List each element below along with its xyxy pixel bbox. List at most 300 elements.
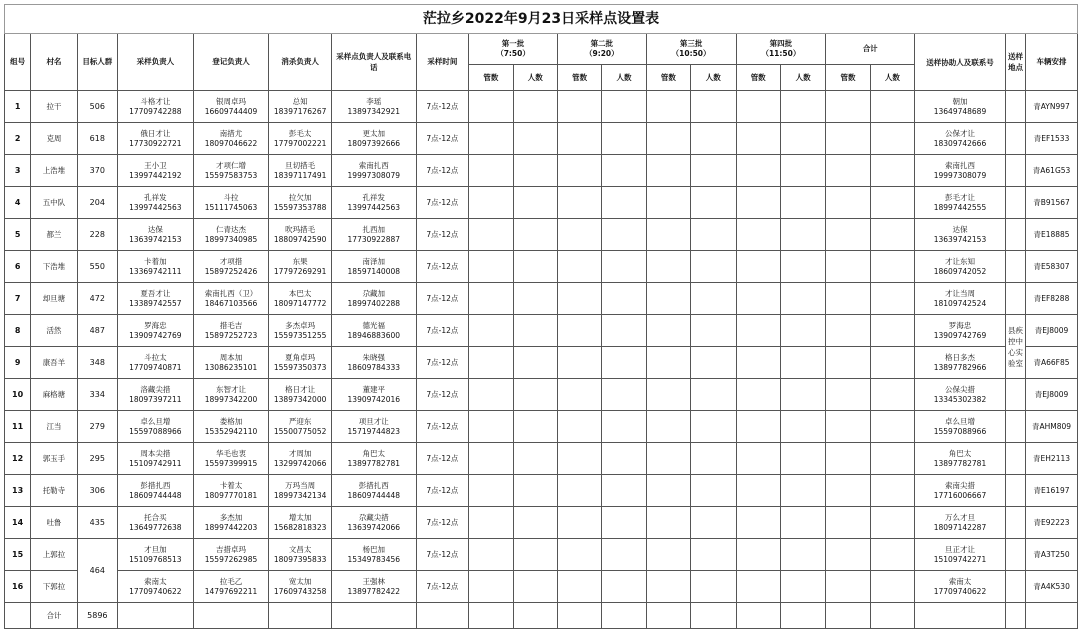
sampling-time: 7点-12点 (416, 155, 468, 187)
table-row (5, 91, 1078, 123)
empty-cell (1005, 603, 1025, 629)
count-cell (870, 219, 914, 251)
transfer-phone: 15597088966 (933, 426, 987, 436)
village-name: 克周 (31, 123, 77, 155)
count-cell (736, 123, 780, 155)
site-contact-phone: 15349783456 (347, 554, 401, 564)
count-cell (557, 283, 601, 315)
transfer-phone: 13345302382 (933, 394, 987, 404)
sampling-time: 7点-12点 (416, 475, 468, 507)
count-cell (780, 251, 825, 283)
village-name: 上郭拉 (31, 539, 77, 571)
count-cell (557, 507, 601, 539)
group-number: 8 (5, 315, 31, 347)
group-number: 1 (5, 91, 31, 123)
empty-cell (557, 603, 601, 629)
header-batch1 (469, 34, 558, 65)
site-contact-name: 王强林 (362, 576, 386, 586)
site-contact-cell (331, 347, 416, 379)
site-contact-phone: 13897782422 (347, 586, 401, 596)
target-count: 348 (77, 347, 117, 379)
tubes-header: 管数 (646, 65, 690, 91)
group-number: 2 (5, 123, 31, 155)
count-cell (780, 91, 825, 123)
count-cell (469, 91, 513, 123)
registrar-cell (193, 219, 269, 251)
site-contact-phone: 18597140008 (347, 266, 401, 276)
count-cell (780, 411, 825, 443)
registrar-name: 多杰加 (219, 512, 243, 522)
registrar-name: 银周卓玛 (216, 96, 246, 106)
sampler-phone: 13649772638 (129, 522, 182, 532)
transfer-phone: 13897782781 (933, 458, 987, 468)
site-contact-name: 更太加 (362, 128, 386, 138)
transfer-name: 公保才让 (944, 128, 975, 138)
sampling-time: 7点-12点 (416, 411, 468, 443)
count-cell (469, 571, 513, 603)
count-cell (557, 315, 601, 347)
site-contact-cell (331, 91, 416, 123)
site-contact-cell (331, 475, 416, 507)
count-cell (469, 507, 513, 539)
tubes-header: 管数 (736, 65, 780, 91)
disinfector-name: 东果 (292, 256, 308, 266)
transfer-cell (915, 571, 1006, 603)
sampling-time: 7点-12点 (416, 507, 468, 539)
site-contact-name: 孔祥发 (362, 192, 386, 202)
vehicle-plate: 青E58307 (1026, 251, 1078, 283)
count-cell (602, 379, 646, 411)
sampler-cell (118, 539, 194, 571)
sampler-name: 罗海忠 (144, 320, 167, 330)
group-number: 15 (5, 539, 31, 571)
disinfector-phone: 17797002221 (273, 138, 327, 148)
batch2-time: （9:20） (584, 49, 619, 58)
empty-cell (269, 603, 332, 629)
sampling-time: 7点-12点 (416, 315, 468, 347)
transfer-site-cell (1005, 251, 1025, 283)
header-village: 村名 (31, 34, 77, 91)
sampler-phone: 15109768513 (129, 554, 182, 564)
count-cell (691, 379, 736, 411)
count-cell (646, 219, 690, 251)
registrar-phone: 15597399915 (204, 458, 258, 468)
count-cell (513, 123, 557, 155)
site-contact-name: 项旦才让 (358, 416, 389, 426)
sampler-phone: 13369742111 (129, 266, 182, 276)
transfer-phone: 18109742524 (933, 298, 987, 308)
sampler-name: 周本尖措 (140, 448, 171, 458)
disinfector-phone: 15597350373 (273, 362, 327, 372)
count-cell (691, 539, 736, 571)
sampler-cell (118, 507, 194, 539)
disinfector-phone: 13299742066 (273, 458, 327, 468)
count-cell (469, 251, 513, 283)
site-contact-name: 尕藏尖措 (358, 512, 389, 522)
site-contact-name: 董建平 (362, 384, 386, 394)
empty-cell (469, 603, 513, 629)
sampler-phone: 15109742911 (129, 458, 182, 468)
count-cell (780, 283, 825, 315)
count-cell (602, 443, 646, 475)
registrar-name: 周本加 (219, 352, 243, 362)
village-name: 托勒寺 (31, 475, 77, 507)
target-count: 487 (77, 315, 117, 347)
count-cell (513, 219, 557, 251)
count-cell (691, 315, 736, 347)
site-contact-cell (331, 283, 416, 315)
count-cell (870, 123, 914, 155)
count-cell (780, 475, 825, 507)
site-contact-name: 彭措扎西 (358, 480, 389, 490)
people-header: 人数 (602, 65, 646, 91)
count-cell (691, 347, 736, 379)
count-cell (736, 91, 780, 123)
sampler-name: 斗拉太 (144, 352, 167, 362)
count-cell (469, 283, 513, 315)
count-cell (691, 187, 736, 219)
count-cell (736, 187, 780, 219)
vehicle-plate: 青AYN997 (1026, 91, 1078, 123)
disinfector-cell (269, 347, 332, 379)
village-name: 吐鲁 (31, 507, 77, 539)
site-contact-phone: 18997402288 (347, 298, 401, 308)
transfer-name: 旦正才让 (944, 544, 975, 554)
disinfector-cell (269, 219, 332, 251)
sampling-time: 7点-12点 (416, 539, 468, 571)
table-row (5, 443, 1078, 475)
count-cell (691, 443, 736, 475)
disinfector-name: 严迎东 (288, 416, 312, 426)
transfer-cell (915, 379, 1006, 411)
sampling-time: 7点-12点 (416, 251, 468, 283)
empty-cell (915, 603, 1006, 629)
count-cell (646, 315, 690, 347)
registrar-phone: 18997442203 (204, 522, 258, 532)
sampler-name: 王小卫 (144, 160, 167, 170)
batch1-label: 第一批 (501, 39, 525, 48)
village-name: 却旦塘 (31, 283, 77, 315)
count-cell (736, 539, 780, 571)
count-cell (513, 475, 557, 507)
count-cell (691, 411, 736, 443)
group-number: 12 (5, 443, 31, 475)
count-cell (646, 187, 690, 219)
village-name: 下郭拉 (31, 571, 77, 603)
total-row (5, 603, 1078, 629)
registrar-cell (193, 379, 269, 411)
sampler-cell (118, 347, 194, 379)
sampler-name: 俄日才让 (140, 128, 171, 138)
transfer-phone: 13649748689 (933, 106, 987, 116)
vehicle-plate: 青A3T250 (1026, 539, 1078, 571)
transfer-name: 角巴太 (948, 448, 972, 458)
site-contact-phone: 15719744823 (347, 426, 401, 436)
count-cell (691, 507, 736, 539)
count-cell (736, 411, 780, 443)
disinfector-phone: 15682818323 (273, 522, 327, 532)
village-name: 活然 (31, 315, 77, 347)
vehicle-plate: 青EH2113 (1026, 443, 1078, 475)
vehicle-plate: 青A66F85 (1026, 347, 1078, 379)
site-contact-cell (331, 379, 416, 411)
count-cell (469, 539, 513, 571)
count-cell (602, 475, 646, 507)
disinfector-name: 总知 (292, 96, 308, 106)
registrar-cell (193, 443, 269, 475)
registrar-phone: 15597262985 (204, 554, 258, 564)
count-cell (826, 155, 870, 187)
count-cell (513, 155, 557, 187)
empty-cell (1026, 603, 1078, 629)
disinfector-cell (269, 539, 332, 571)
site-contact-cell (331, 571, 416, 603)
count-cell (602, 219, 646, 251)
batch4-label: 第四批 (769, 39, 793, 48)
transfer-cell (915, 283, 1006, 315)
transfer-name: 卓么旦增 (944, 416, 975, 426)
disinfector-phone: 18097395833 (273, 554, 327, 564)
group-number: 5 (5, 219, 31, 251)
transfer-name: 才让东知 (944, 256, 975, 266)
count-cell (736, 571, 780, 603)
count-cell (736, 443, 780, 475)
sampler-name: 索南太 (144, 576, 167, 586)
count-cell (691, 571, 736, 603)
registrar-cell (193, 251, 269, 283)
vehicle-plate: 青EF8288 (1026, 283, 1078, 315)
disinfector-phone: 18997342134 (273, 490, 327, 500)
transfer-cell (915, 315, 1006, 347)
transfer-site-cell (1005, 187, 1025, 219)
transfer-site-cell (1005, 571, 1025, 603)
target-count: 228 (77, 219, 117, 251)
group-number: 6 (5, 251, 31, 283)
transfer-site-cell (1005, 411, 1025, 443)
header-target: 目标人群 (77, 34, 117, 91)
village-name: 江当 (31, 411, 77, 443)
disinfector-cell (269, 443, 332, 475)
total-value: 5896 (77, 603, 117, 629)
sampler-name: 达保 (147, 224, 163, 234)
site-contact-phone: 18946883600 (347, 330, 401, 340)
count-cell (646, 347, 690, 379)
total-label: 合计 (31, 603, 77, 629)
registrar-phone: 13086235101 (204, 362, 258, 372)
transfer-name: 索南扎西 (944, 160, 975, 170)
transfer-cell (915, 507, 1006, 539)
site-contact-phone: 18609744448 (347, 490, 401, 500)
count-cell (826, 443, 870, 475)
count-cell (870, 411, 914, 443)
transfer-name: 索南太 (948, 576, 972, 586)
disinfector-phone: 17797269291 (273, 266, 327, 276)
count-cell (826, 315, 870, 347)
registrar-cell (193, 475, 269, 507)
transfer-cell (915, 91, 1006, 123)
registrar-name: 才项仁增 (216, 160, 246, 170)
header-total: 合计 (826, 34, 915, 65)
count-cell (602, 187, 646, 219)
transfer-cell (915, 411, 1006, 443)
table-row (5, 507, 1078, 539)
registrar-cell (193, 283, 269, 315)
empty-cell (513, 603, 557, 629)
table-row (5, 219, 1078, 251)
sampler-cell (118, 91, 194, 123)
count-cell (557, 91, 601, 123)
disinfector-name: 旦切措毛 (285, 160, 316, 170)
registrar-cell (193, 347, 269, 379)
count-cell (602, 315, 646, 347)
sampler-cell (118, 251, 194, 283)
site-contact-phone: 18609784333 (347, 362, 401, 372)
header-site-contact: 采样点负责人及联系电话 (331, 34, 416, 91)
count-cell (826, 187, 870, 219)
transfer-cell (915, 219, 1006, 251)
transfer-site-cell (1005, 283, 1025, 315)
count-cell (646, 283, 690, 315)
disinfector-name: 拉欠加 (288, 192, 312, 202)
count-cell (780, 443, 825, 475)
count-cell (469, 123, 513, 155)
transfer-site-cell (1005, 443, 1025, 475)
count-cell (826, 283, 870, 315)
header-batch2 (557, 34, 646, 65)
disinfector-name: 彭毛太 (288, 128, 312, 138)
registrar-cell (193, 123, 269, 155)
sampler-phone: 13997442192 (129, 170, 182, 180)
site-contact-phone: 18097392666 (347, 138, 401, 148)
count-cell (826, 475, 870, 507)
vehicle-plate: 青A4K530 (1026, 571, 1078, 603)
transfer-cell (915, 155, 1006, 187)
total-blank (5, 603, 31, 629)
registrar-phone: 15111745063 (204, 202, 258, 212)
count-cell (780, 155, 825, 187)
table-row (5, 123, 1078, 155)
sampler-phone: 15597088966 (129, 426, 182, 436)
sampler-phone: 17709740622 (129, 586, 182, 596)
count-cell (736, 251, 780, 283)
count-cell (513, 411, 557, 443)
registrar-cell (193, 315, 269, 347)
batch3-time: （10:50） (671, 49, 711, 58)
sampler-phone: 18609744448 (129, 490, 182, 500)
table-row (5, 283, 1078, 315)
target-count: 295 (77, 443, 117, 475)
sampling-time: 7点-12点 (416, 187, 468, 219)
transfer-site-cell (1005, 91, 1025, 123)
registrar-name: 华毛也衷 (216, 448, 246, 458)
tubes-header: 管数 (826, 65, 870, 91)
transfer-site-cell (1005, 123, 1025, 155)
sampling-time: 7点-12点 (416, 571, 468, 603)
disinfector-phone: 15500775052 (273, 426, 327, 436)
transfer-phone: 17709740622 (933, 586, 987, 596)
transfer-site-cell (1005, 155, 1025, 187)
count-cell (513, 571, 557, 603)
batch4-time: （11:50） (761, 49, 801, 58)
count-cell (557, 347, 601, 379)
sampler-name: 彭措扎西 (140, 480, 171, 490)
count-cell (691, 251, 736, 283)
transfer-cell (915, 187, 1006, 219)
transfer-site-cell (1005, 507, 1025, 539)
count-cell (826, 411, 870, 443)
count-cell (513, 91, 557, 123)
sampler-cell (118, 219, 194, 251)
registrar-cell (193, 507, 269, 539)
sampler-cell (118, 411, 194, 443)
count-cell (826, 571, 870, 603)
sampler-phone: 17709742288 (129, 106, 182, 116)
registrar-cell (193, 411, 269, 443)
disinfector-name: 格日才让 (285, 384, 316, 394)
count-cell (826, 219, 870, 251)
site-contact-phone: 13909742016 (347, 394, 401, 404)
people-header: 人数 (513, 65, 557, 91)
count-cell (469, 219, 513, 251)
count-cell (557, 123, 601, 155)
transfer-site-cell (1005, 379, 1025, 411)
sampler-cell (118, 443, 194, 475)
registrar-name: 吉措卓玛 (216, 544, 246, 554)
registrar-name: 斗拉 (223, 192, 239, 202)
disinfector-name: 宽太加 (288, 576, 312, 586)
count-cell (557, 251, 601, 283)
site-contact-cell (331, 315, 416, 347)
count-cell (602, 507, 646, 539)
vehicle-plate: 青EF1533 (1026, 123, 1078, 155)
empty-cell (870, 603, 914, 629)
table-row (5, 411, 1078, 443)
sampling-time: 7点-12点 (416, 283, 468, 315)
transfer-phone: 13639742153 (933, 234, 987, 244)
sampler-name: 卓么旦增 (140, 416, 171, 426)
header-vehicle: 车辆安排 (1026, 34, 1078, 91)
site-contact-name: 德光福 (362, 320, 386, 330)
sampler-cell (118, 571, 194, 603)
count-cell (557, 539, 601, 571)
count-cell (691, 91, 736, 123)
site-contact-name: 朱晓强 (362, 352, 386, 362)
registrar-name: 东智才让 (216, 384, 246, 394)
count-cell (557, 187, 601, 219)
count-cell (557, 411, 601, 443)
count-cell (469, 443, 513, 475)
sampler-name: 斗格才让 (140, 96, 171, 106)
registrar-phone: 18997342200 (204, 394, 258, 404)
header-batch3 (646, 34, 736, 65)
empty-cell (736, 603, 780, 629)
village-name: 麻格塘 (31, 379, 77, 411)
transfer-cell (915, 539, 1006, 571)
transfer-cell (915, 123, 1006, 155)
count-cell (602, 347, 646, 379)
count-cell (870, 539, 914, 571)
transfer-name: 万么才旦 (944, 512, 975, 522)
empty-cell (780, 603, 825, 629)
count-cell (826, 539, 870, 571)
site-contact-phone: 19997308079 (347, 170, 401, 180)
disinfector-phone: 13897342000 (273, 394, 327, 404)
count-cell (602, 411, 646, 443)
count-cell (736, 507, 780, 539)
count-cell (691, 475, 736, 507)
disinfector-phone: 17609743258 (273, 586, 327, 596)
empty-cell (826, 603, 870, 629)
